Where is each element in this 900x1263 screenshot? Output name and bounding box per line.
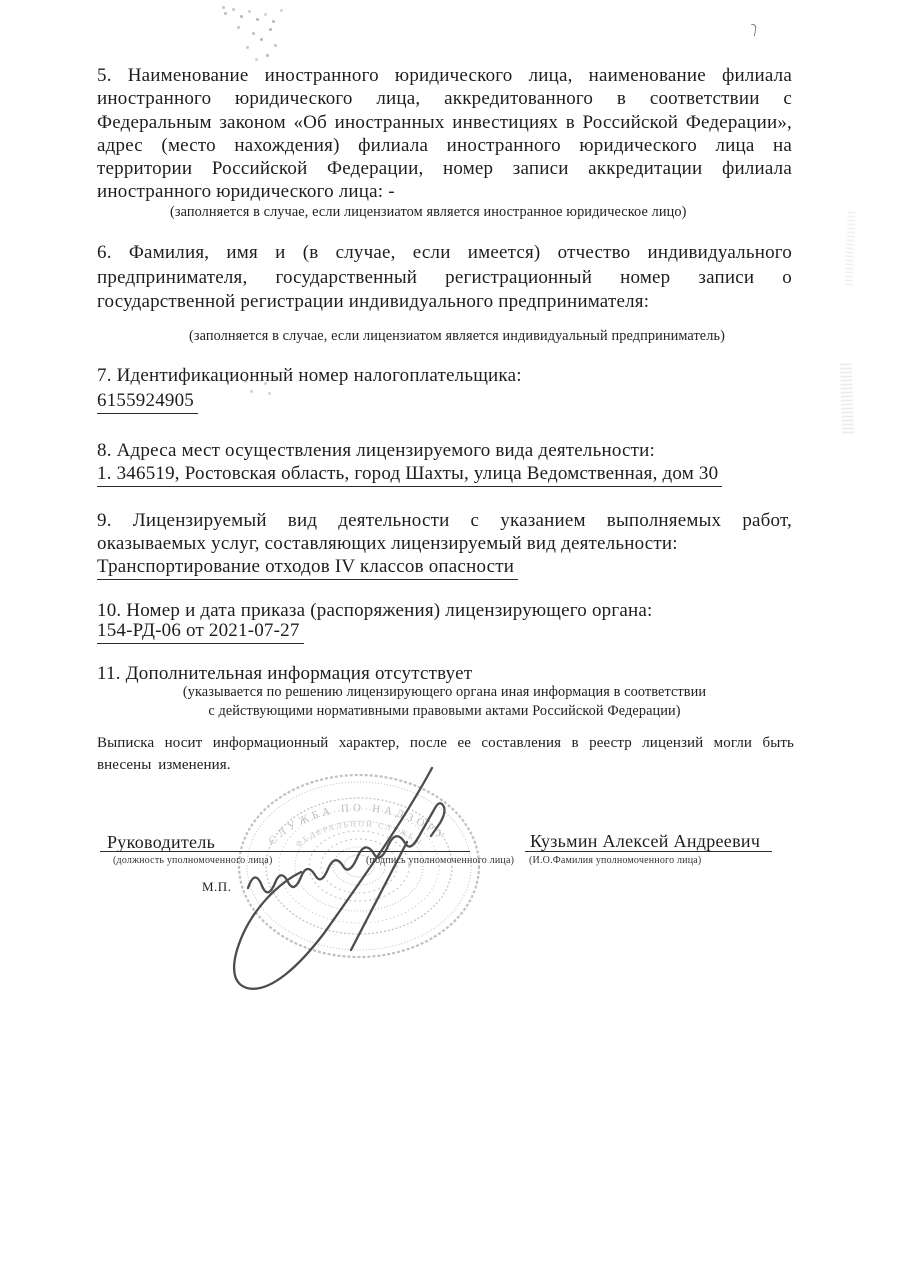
scan-noise-right-smudge-1 [845, 212, 856, 288]
item-7-heading: 7. Идентификационный номер налогоплательщика: [97, 365, 522, 386]
item-9-paragraph: 9. Лицензируемый вид деятельности с указанием выполняемых работ, оказываемых услуг, составляющих лицензируемый вид деятельности: [97, 510, 792, 555]
scan-noise-right-smudge-2 [840, 364, 855, 436]
item-6-note: (заполняется в случае, если лицензиатом является индивидуальный предприниматель) [189, 328, 725, 344]
signatory-name: Кузьмин Алексей Андреевич [530, 831, 761, 851]
signature-position-label: Руководитель [107, 832, 216, 852]
item-9-activity-value: Транспортирование отходов IV классов опасности [97, 556, 518, 580]
scan-noise-top-cluster [222, 6, 225, 9]
stamp-inner-ring-text: ФЕДЕРАЛЬНОЙ СЛУЖБЫ [293, 819, 425, 849]
item-5-note: (заполняется в случае, если лицензиатом является иностранное юридическое лицо) [170, 204, 687, 220]
signatory-name-line [525, 851, 772, 852]
item-10-heading: 10. Номер и дата приказа (распоряжения) лицензирующего органа: [97, 600, 653, 621]
item-11-note-line1: (указывается по решению лицензирующего органа иная информация в соответствии [182, 684, 707, 700]
item-11-heading: 11. Дополнительная информация отсутствует [97, 663, 473, 684]
disclaimer-text: Выписка носит информационный характер, после ее составления в реестр лицензий могли быть внесены изменения. [97, 735, 794, 773]
item-5-paragraph: 5. Наименование иностранного юридического лица, наименование филиала иностранного юридического лица, аккредитованного в соответствии с Федеральным законом «Об иностранных инвестициях в Российской Федерации», адрес (место нахождения) филиала иностранного юридического лица на территории Российской Федерации, номер записи аккредитации филиала иностранного юридического лица: - [97, 65, 792, 203]
signature-scrawl [175, 742, 505, 1002]
item-8-heading: 8. Адреса мест осуществления лицензируемого вида деятельности: [97, 440, 656, 461]
signature-signature-caption: (подпись уполномоченного лица) [366, 855, 515, 866]
scan-noise-top-right-mark [749, 24, 757, 37]
seal-place-label: М.П. [202, 879, 232, 894]
stamp-outer-ring-text: СЛУЖБА ПО НАДЗОРУ [266, 802, 450, 848]
item-10-order-value: 154-РД-06 от 2021-07-27 [97, 620, 304, 644]
item-11-note-line2: с действующими нормативными правовыми актами Российской Федерации) [208, 703, 681, 719]
item-11-note [97, 683, 792, 721]
item-7-inn-value: 6155924905 [97, 390, 198, 414]
item-8-address-value: 1. 346519, Ростовская область, город Шахты, улица Ведомственная, дом 30 [97, 463, 722, 487]
item-6-paragraph: 6. Фамилия, имя и (в случае, если имеется) отчество индивидуального предпринимателя, государственный регистрационный номер записи о государственной регистрации индивидуального предпринимателя: [97, 242, 792, 312]
signature-position-caption: (должность уполномоченного лица) [113, 855, 273, 866]
signatory-name-caption: (И.О.Фамилия уполномоченного лица) [529, 855, 702, 866]
scan-noise-inn-patch [228, 372, 231, 375]
